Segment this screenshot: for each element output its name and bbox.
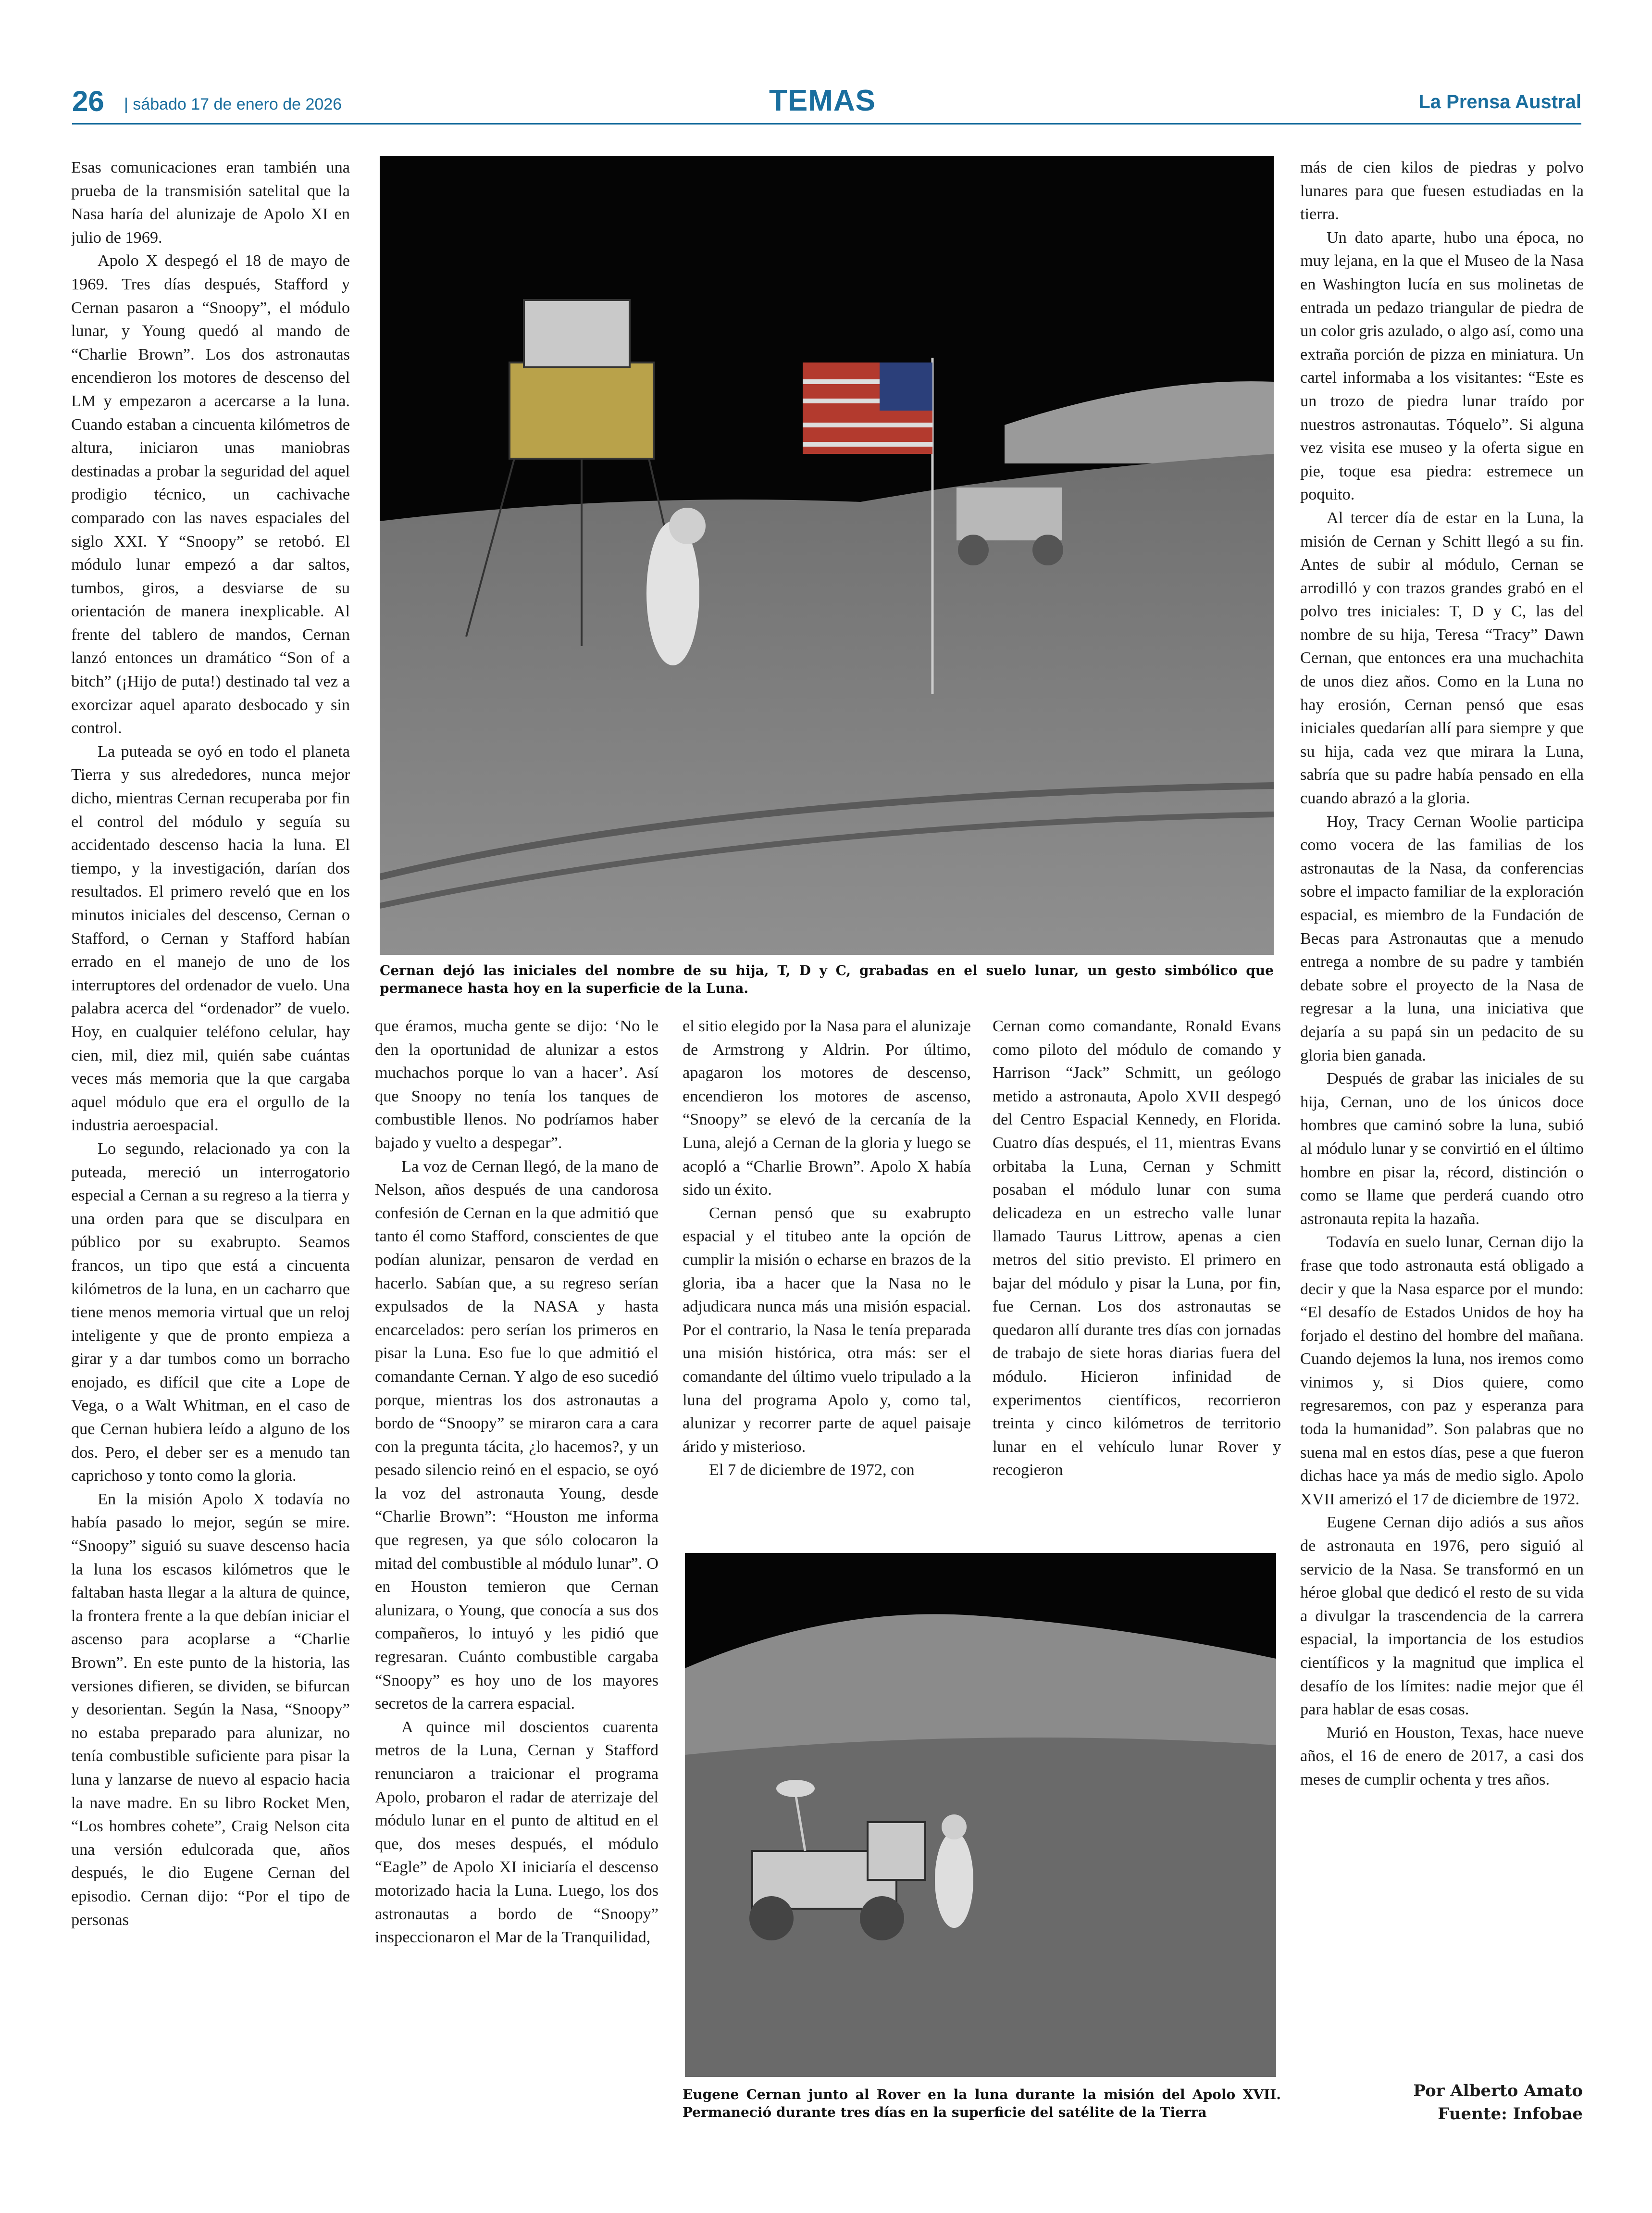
issue-date: | sábado 17 de enero de 2026: [124, 95, 342, 113]
paragraph: Esas comunicaciones eran también una prueba de la transmisión satelital que la Nasa haría del alunizaje de Apolo XI en julio de 1969.: [71, 158, 350, 247]
paragraph: Cernan pensó que su exabrupto espacial y el titubeo ante la opción de cumplir la misión o echarse en brazos de la gloria, iba a hacer que la Nasa no le adjudicara nunca más una misión espacial. Por el contrario, la Nasa le tenía preparada una misión histórica, otra más: ser el comandante del último vuelo tripulado a la luna del programa Apolo y, como tal, alunizar y recorrer parte de aquel paisaje árido y misterioso.: [683, 1203, 971, 1456]
paragraph: Lo segundo, relacionado ya con la puteada, mereció un interrogatorio especial a Cernan a su regreso a la tierra y una orden para que se disculpara en público por su exabrupto. Seamos francos, un tipo que está a cincuenta kilómetros de la luna, en un cacharro que tiene menos memoria virtual que un reloj inteligente y que de pronto empieza a girar y a dar tumbos como un borracho enojado, es difícil que cite a Lope de Vega, o a Walt Whitman, en el caso de que Cernan hubiera leído a alguno de los dos. Pero, el deber ser es a menudo tan caprichoso y tonto como la gloria.: [71, 1139, 350, 1485]
paragraph: el sitio elegido por la Nasa para el alunizaje de Armstrong y Aldrin. Por último, apagaron los motores de descenso, encendieron los motores de ascenso, “Snoopy” se elevó de la cercanía de la Luna, alejó a Cernan de la gloria y luego se acopló a “Charlie Brown”. Apolo X había sido un éxito.: [683, 1017, 971, 1199]
paragraph: Apolo X despegó el 18 de mayo de 1969. Tres días después, Stafford y Cernan pasaron a “Snoopy”, el módulo lunar, y Young quedó al mando de “Charlie Brown”. Los dos astronautas encendieron los motores de descenso del LM y empezaron a acercarse a la luna. Cuando estaban a cincuenta kilómetros de altura, iniciaron unas maniobras destinadas a probar la seguridad del aquel prodigio técnico, un cachivache comparado con las naves espaciales del siglo XXI. Y “Snoopy” se retobó. El módulo lunar empezó a dar saltos, tumbos, giros, a desviarse de su orientación de manera inexplicable. Al frente del tablero de mandos, Cernan lanzó entonces un dramático “Son of a bitch” (¡Hijo de puta!) destinado tal vez a exorcizar aquel aparato desbocado y sin control.: [71, 251, 350, 738]
byline: [1413, 2079, 1583, 2125]
photo-cernan-flag: [380, 156, 1274, 955]
photo-cernan-rover: [685, 1553, 1276, 2077]
paragraph: La voz de Cernan llegó, de la mano de Nelson, años después de una candorosa confesión de Cernan en la que admitió que tanto él como Stafford, conscientes de que podían alunizar, pensaron de verdad en hacerlo. Sabían que, a su regreso serían expulsados de la NASA y hasta encarcelados: pero serían los primeros en pisar la Luna. Eso fue lo que admitió el comandante Cernan. Y algo de eso sucedió porque, mientras los dos astronautas a bordo de “Snoopy” se miraron cara a cara con la pregunta tácita, ¿lo hacemos?, y un pesado silencio reinó en el espacio, se oyó la voz del astronauta Young, desde “Charlie Brown”: “Houston me informa que regresen, ya que sólo colocaron la mitad del combustible al módulo lunar”. O en Houston temieron que Cernan alunizara, o Young, que conocía a sus dos compañeros, lo intuyó y les pidió que regresaran. Cuánto combustible cargaba “Snoopy” es hoy uno de los mayores secretos de la carrera espacial.: [375, 1157, 658, 1713]
section-title: TEMAS: [769, 84, 876, 117]
paragraph: Después de grabar las iniciales de su hija, Cernan, uno de los únicos doce hombres que caminó sobre la luna, subió al módulo lunar y se convirtió en el último hombre en pisar la, récord, distinción o como se llame que perderá cuando otro astronauta repita la hazaña.: [1300, 1069, 1584, 1228]
paragraph: Murió en Houston, Texas, hace nueve años, el 16 de enero de 2017, a casi dos meses de cumplir ochenta y tres años.: [1300, 1723, 1584, 1788]
source: Fuente: Infobae: [1438, 2104, 1583, 2124]
paragraph: que éramos, mucha gente se dijo: ‘No le den la oportunidad de alunizar a estos muchachos porque lo van a hacer’. Así que Snoopy no tenía los tanques de combustible llenos. No podríamos haber bajado y vuelto a despegar”.: [375, 1017, 658, 1152]
article-column-1: [71, 156, 350, 2122]
article-column-3: [683, 1014, 971, 1548]
article-column-5: [1300, 156, 1584, 2137]
newspaper-name: La Prensa Austral: [1418, 91, 1581, 113]
article-column-2: [375, 1014, 658, 2135]
paragraph: Cernan como comandante, Ronald Evans como piloto del módulo de comando y Harrison “Jack” Schmitt, un geólogo metido a astronauta, Apolo XVII despegó del Centro Espacial Kennedy, en Florida. Cuatro días después, el 11, mientras Evans orbitaba la Luna, Cernan y Schmitt posaban el módulo lunar con suma delicadeza en un estrecho valle lunar llamado Taurus Littrow, apenas a cien metros del sitio previsto. El primero en bajar del módulo y pisar la Luna, por fin, fue Cernan. Los dos astronautas se quedaron allí durante tres días con jornadas de trabajo de siete horas diarias fuera del módulo. Hicieron infinidad de experimentos científicos, recorrieron treinta y cinco kilómetros de territorio lunar en el vehículo lunar Rover y recogieron: [993, 1017, 1281, 1479]
paragraph: En la misión Apolo X todavía no había pasado lo mejor, según se mire. “Snoopy” siguió su suave descenso hacia la luna los escasos kilómetros que le faltaban hasta llegar a la altura de quince, la frontera frente a la que debían iniciar el ascenso para acoplarse a “Charlie Brown”. En este punto de la historia, las versiones difieren, se dividen, se bifurcan y desorientan. Según la Nasa, “Snoopy” no estaba preparado para alunizar, no tenía combustible suficiente para pisar la luna y lanzarse de nuevo al espacio hacia la nave madre. En su libro Rocket Men, “Los hombres cohete”, Craig Nelson cita una versión edulcorada que, años después, le dio Eugene Cernan del episodio. Cernan dijo: “Por el tipo de personas: [71, 1489, 350, 1929]
paragraph: más de cien kilos de piedras y polvo lunares para que fuesen estudiadas en la tierra.: [1300, 158, 1584, 224]
paragraph: A quince mil doscientos cuarenta metros de la Luna, Cernan y Stafford renunciaron a traicionar el programa Apolo, probaron el radar de aterrizaje del módulo lunar en el punto de altitud en el que, dos meses después, el módulo “Eagle” de Apolo XI iniciaría el descenso motorizado hacia la Luna. Luego, los dos astronautas a bordo de “Snoopy” inspeccionaron el Mar de la Tranquilidad,: [375, 1717, 658, 1947]
page-header: [72, 81, 1581, 129]
paragraph: Todavía en suelo lunar, Cernan dijo la frase que todo astronauta está obligado a decir y que la Nasa esparce por el mundo: “El desafío de Estados Unidos de hoy ha forjado el destino del hombre del mañana. Cuando dejemos la luna, nos iremos como vinimos y, si Dios quiere, como regresaremos, con paz y esperanza para toda la humanidad”. Son palabras que no suena mal en estos días, pese a que fueron dichas hace ya más de medio siglo. Apolo XVII amerizó el 17 de diciembre de 1972.: [1300, 1233, 1584, 1508]
author: Por Alberto Amato: [1413, 2081, 1583, 2100]
paragraph: Eugene Cernan dijo adiós a sus años de astronauta en 1976, pero siguió al servicio de la Nasa. Se transformó en un héroe global que dedicó el resto de su vida a divulgar la trascendencia de la carrera espacial, la importancia de los estudios científicos y la magnitud que implica el desafío de los límites: nadie mejor que él para hablar de esas cosas.: [1300, 1513, 1584, 1719]
photo-caption: Cernan dejó las iniciales del nombre de su hija, T, D y C, grabadas en el suelo lunar, un gesto simbólico que permanece hasta hoy en la superficie de la Luna.: [380, 963, 1274, 996]
page-number: 26: [72, 85, 104, 117]
paragraph: El 7 de diciembre de 1972, con: [709, 1461, 915, 1479]
paragraph: Hoy, Tracy Cernan Woolie participa como vocera de las familias de los astronautas de la Nasa, da conferencias sobre el impacto familiar de la exploración espacial, es miembro de la Fundación de Becas para Astronautas que a menudo entrega a nombre de su padre y también debate sobre el proyecto de la Nasa de regresar a la luna, una iniciativa que dejaría a su papá sin un pedacito de su gloria bien ganada.: [1300, 812, 1584, 1064]
article-column-4: [993, 1014, 1281, 1548]
paragraph: La puteada se oyó en todo el planeta Tierra y sus alrededores, nunca mejor dicho, mientras Cernan recuperaba por fin el control del módulo y seguía su accidentado descenso hacia la luna. El tiempo, y la investigación, darían dos resultados. El primero reveló que en los minutos iniciales del descenso, Cernan o Stafford, o Cernan y Stafford habían errado en el manejo de uno de los interruptores del ordenador de vuelo. Una palabra acerca del “ordenador” de vuelo. Hoy, en cualquier teléfono celular, hay cien, mil, diez mil, quién sabe cuántas veces más memoria que la que cargaba aquel módulo que era el orgullo de la industria aeroespacial.: [71, 742, 350, 1135]
photo-caption: Eugene Cernan junto al Rover en la luna durante la misión del Apolo XVII. Permaneció durante tres días en la superficie del satélite de la Tierra: [683, 2087, 1281, 2120]
paragraph: Al tercer día de estar en la Luna, la misión de Cernan y Schitt llegó a su fin. Antes de subir al módulo, Cernan se arrodilló y con trazos grandes grabó en el polvo tres iniciales: T, D y C, las del nombre de su hija, Teresa “Tracy” Dawn Cernan, que entonces era una muchachita de unos diez años. Como en la Luna no hay erosión, Cernan pensó que esas iniciales quedarían allí para siempre y que su hija, cada vez que mirara la Luna, sabría que su padre había pensado en ella cuando abrazó a la gloria.: [1300, 508, 1584, 808]
paragraph: Un dato aparte, hubo una época, no muy lejana, en la que el Museo de la Nasa en Washington lucía en sus molinetas de entrada un pedazo triangular de piedra de un color gris azulado, o algo así, como una extraña porción de pizza en miniatura. Un cartel informaba a los visitantes: “Este es un trozo de piedra lunar traído por nuestros astronautas. Tóquelo”. Si alguna vez visita ese museo y la oferta sigue en pie, toque esa piedra: estremece un poquito.: [1300, 228, 1584, 504]
header-rule: [72, 123, 1581, 125]
